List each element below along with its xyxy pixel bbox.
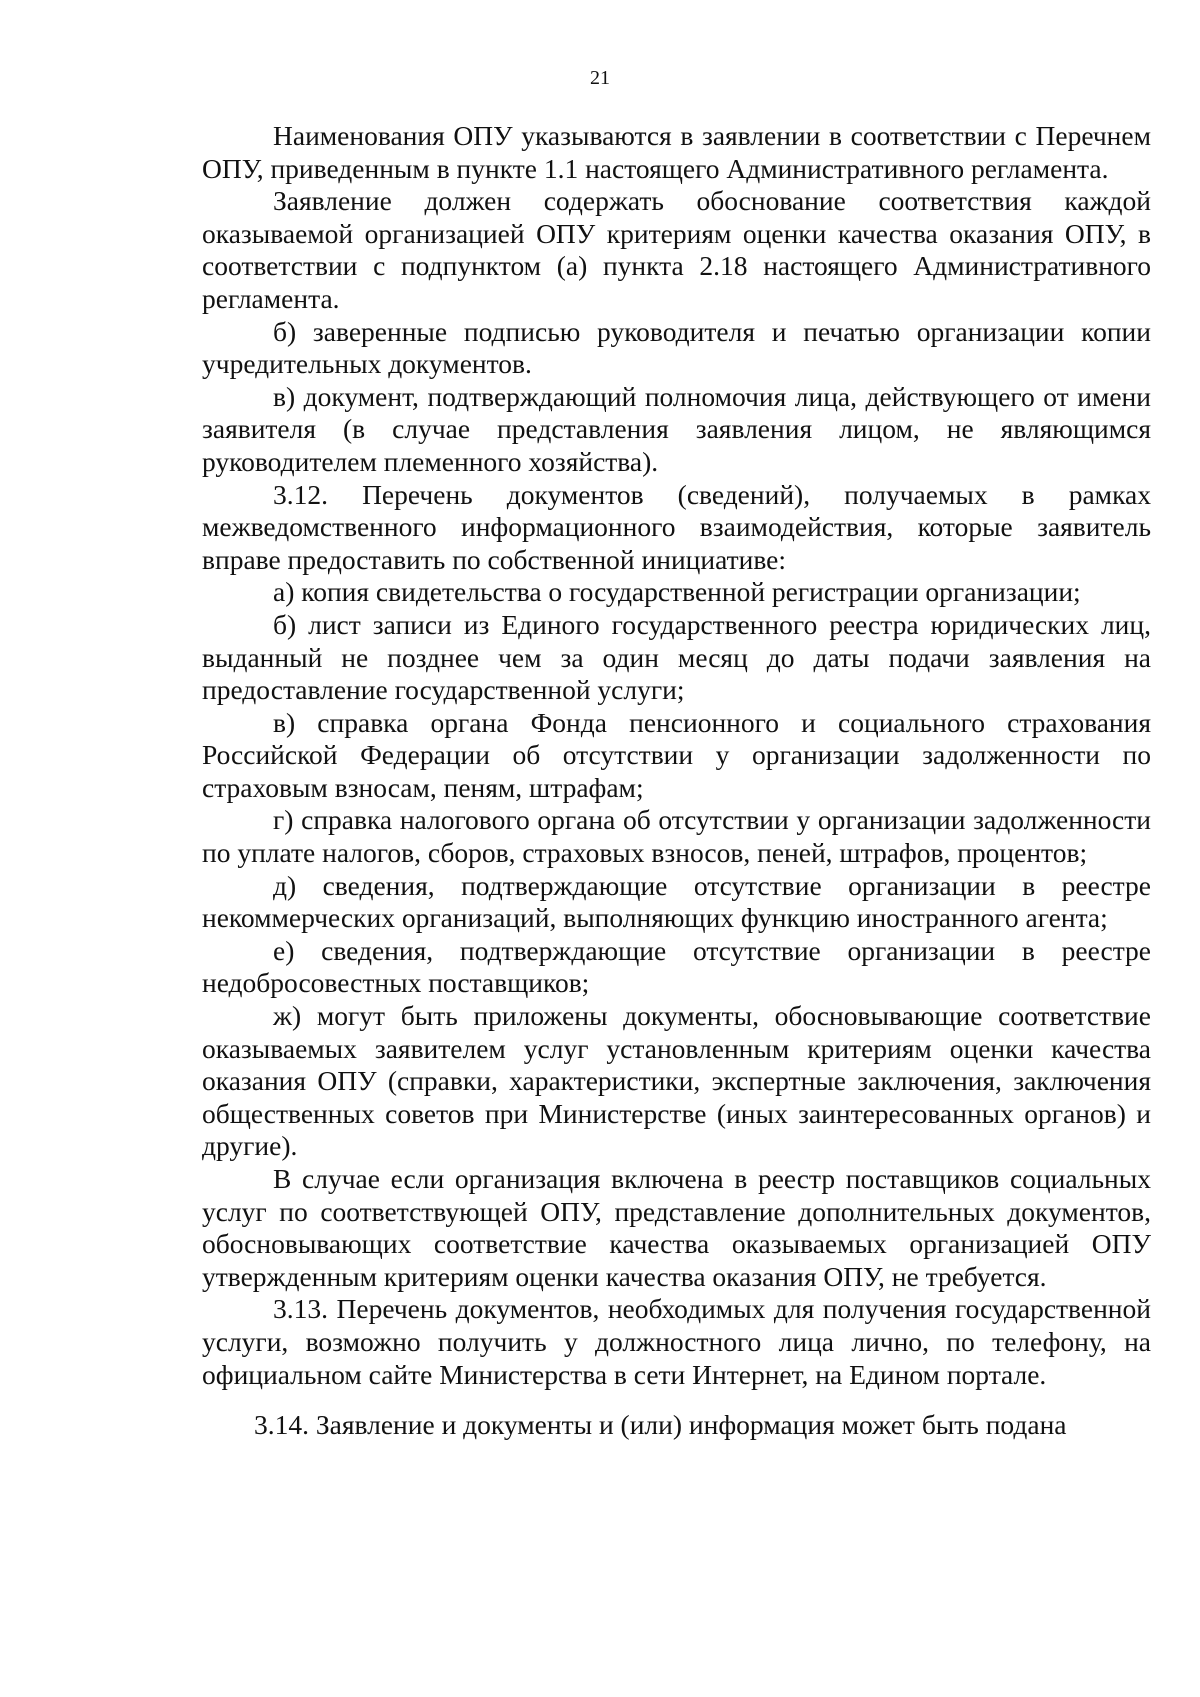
paragraph-application-justification: Заявление должен содержать обоснование соответствия каждой оказываемой организацией ОПУ критериям оценки качества оказания ОПУ, в соответствии с подпунктом (а) пункта 2.18 настоящего Административного регламента.: [202, 185, 1151, 314]
paragraph-item-e-unfair-suppliers-register: е) сведения, подтверждающие отсутствие организации в реестре недобросовестных поставщиков;: [202, 934, 1151, 999]
paragraph-item-a-registration-certificate: а) копия свидетельства о государственной регистрации организации;: [273, 576, 1081, 608]
paragraph-item-b-state-register-record: б) лист записи из Единого государственного реестра юридических лиц, выданный не позднее чем за один месяц до даты подачи заявления на предоставление государственной услуги;: [202, 608, 1151, 706]
paragraph-item-zh-supporting-documents: ж) могут быть приложены документы, обосновывающие соответствие оказываемых заявителем услуг установленным критериям оценки качества оказания ОПУ (справки, характеристики, экспертные заключения, заключения общественных советов при Министерстве (иных заинтересованных органов) и другие).: [202, 1000, 1151, 1162]
paragraph-3-12-interagency-documents: 3.12. Перечень документов (сведений), получаемых в рамках межведомственного информационного взаимодействия, которые заявитель вправе предоставить по собственной инициативе:: [202, 478, 1151, 575]
paragraph-names-in-application: Наименования ОПУ указываются в заявлении в соответствии с Перечнем ОПУ, приведенным в пункте 1.1 настоящего Административного регламента.: [202, 120, 1151, 184]
paragraph-3-14-submission: 3.14. Заявление и документы и (или) информация может быть подана: [254, 1409, 1067, 1441]
page-number: 21: [590, 67, 610, 89]
paragraph-item-g-tax-certificate: г) справка налогового органа об отсутствии у организации задолженности по уплате налогов, сборов, страховых взносов, пеней, штрафов, процентов;: [202, 804, 1151, 869]
paragraph-item-v-authority-document: в) документ, подтверждающий полномочия лица, действующего от имени заявителя (в случае представления заявления лицом, не являющимся руководителем племенного хозяйства).: [202, 380, 1151, 477]
paragraph-item-b-founding-documents: б) заверенные подписью руководителя и печатью организации копии учредительных документов.: [202, 315, 1151, 380]
paragraph-item-d-foreign-agent-register: д) сведения, подтверждающие отсутствие организации в реестре некоммерческих организаций, выполняющих функцию иностранного агента;: [202, 869, 1151, 934]
paragraph-3-13-document-list-availability: 3.13. Перечень документов, необходимых для получения государственной услуги, возможно получить у должностного лица лично, по телефону, на официальном сайте Министерства в сети Интернет, на Едином портале.: [202, 1293, 1151, 1390]
document-body: [202, 120, 1151, 1442]
paragraph-social-services-register: В случае если организация включена в реестр поставщиков социальных услуг по соответствующей ОПУ, представление дополнительных документов, обосновывающих соответствие качества оказываемых организацией ОПУ утвержденным критериям оценки качества оказания ОПУ, не требуется.: [202, 1163, 1151, 1292]
paragraph-item-v-pension-fund-certificate: в) справка органа Фонда пенсионного и социального страхования Российской Федерации об отсутствии у организации задолженности по страховым взносам, пеням, штрафам;: [202, 706, 1151, 803]
